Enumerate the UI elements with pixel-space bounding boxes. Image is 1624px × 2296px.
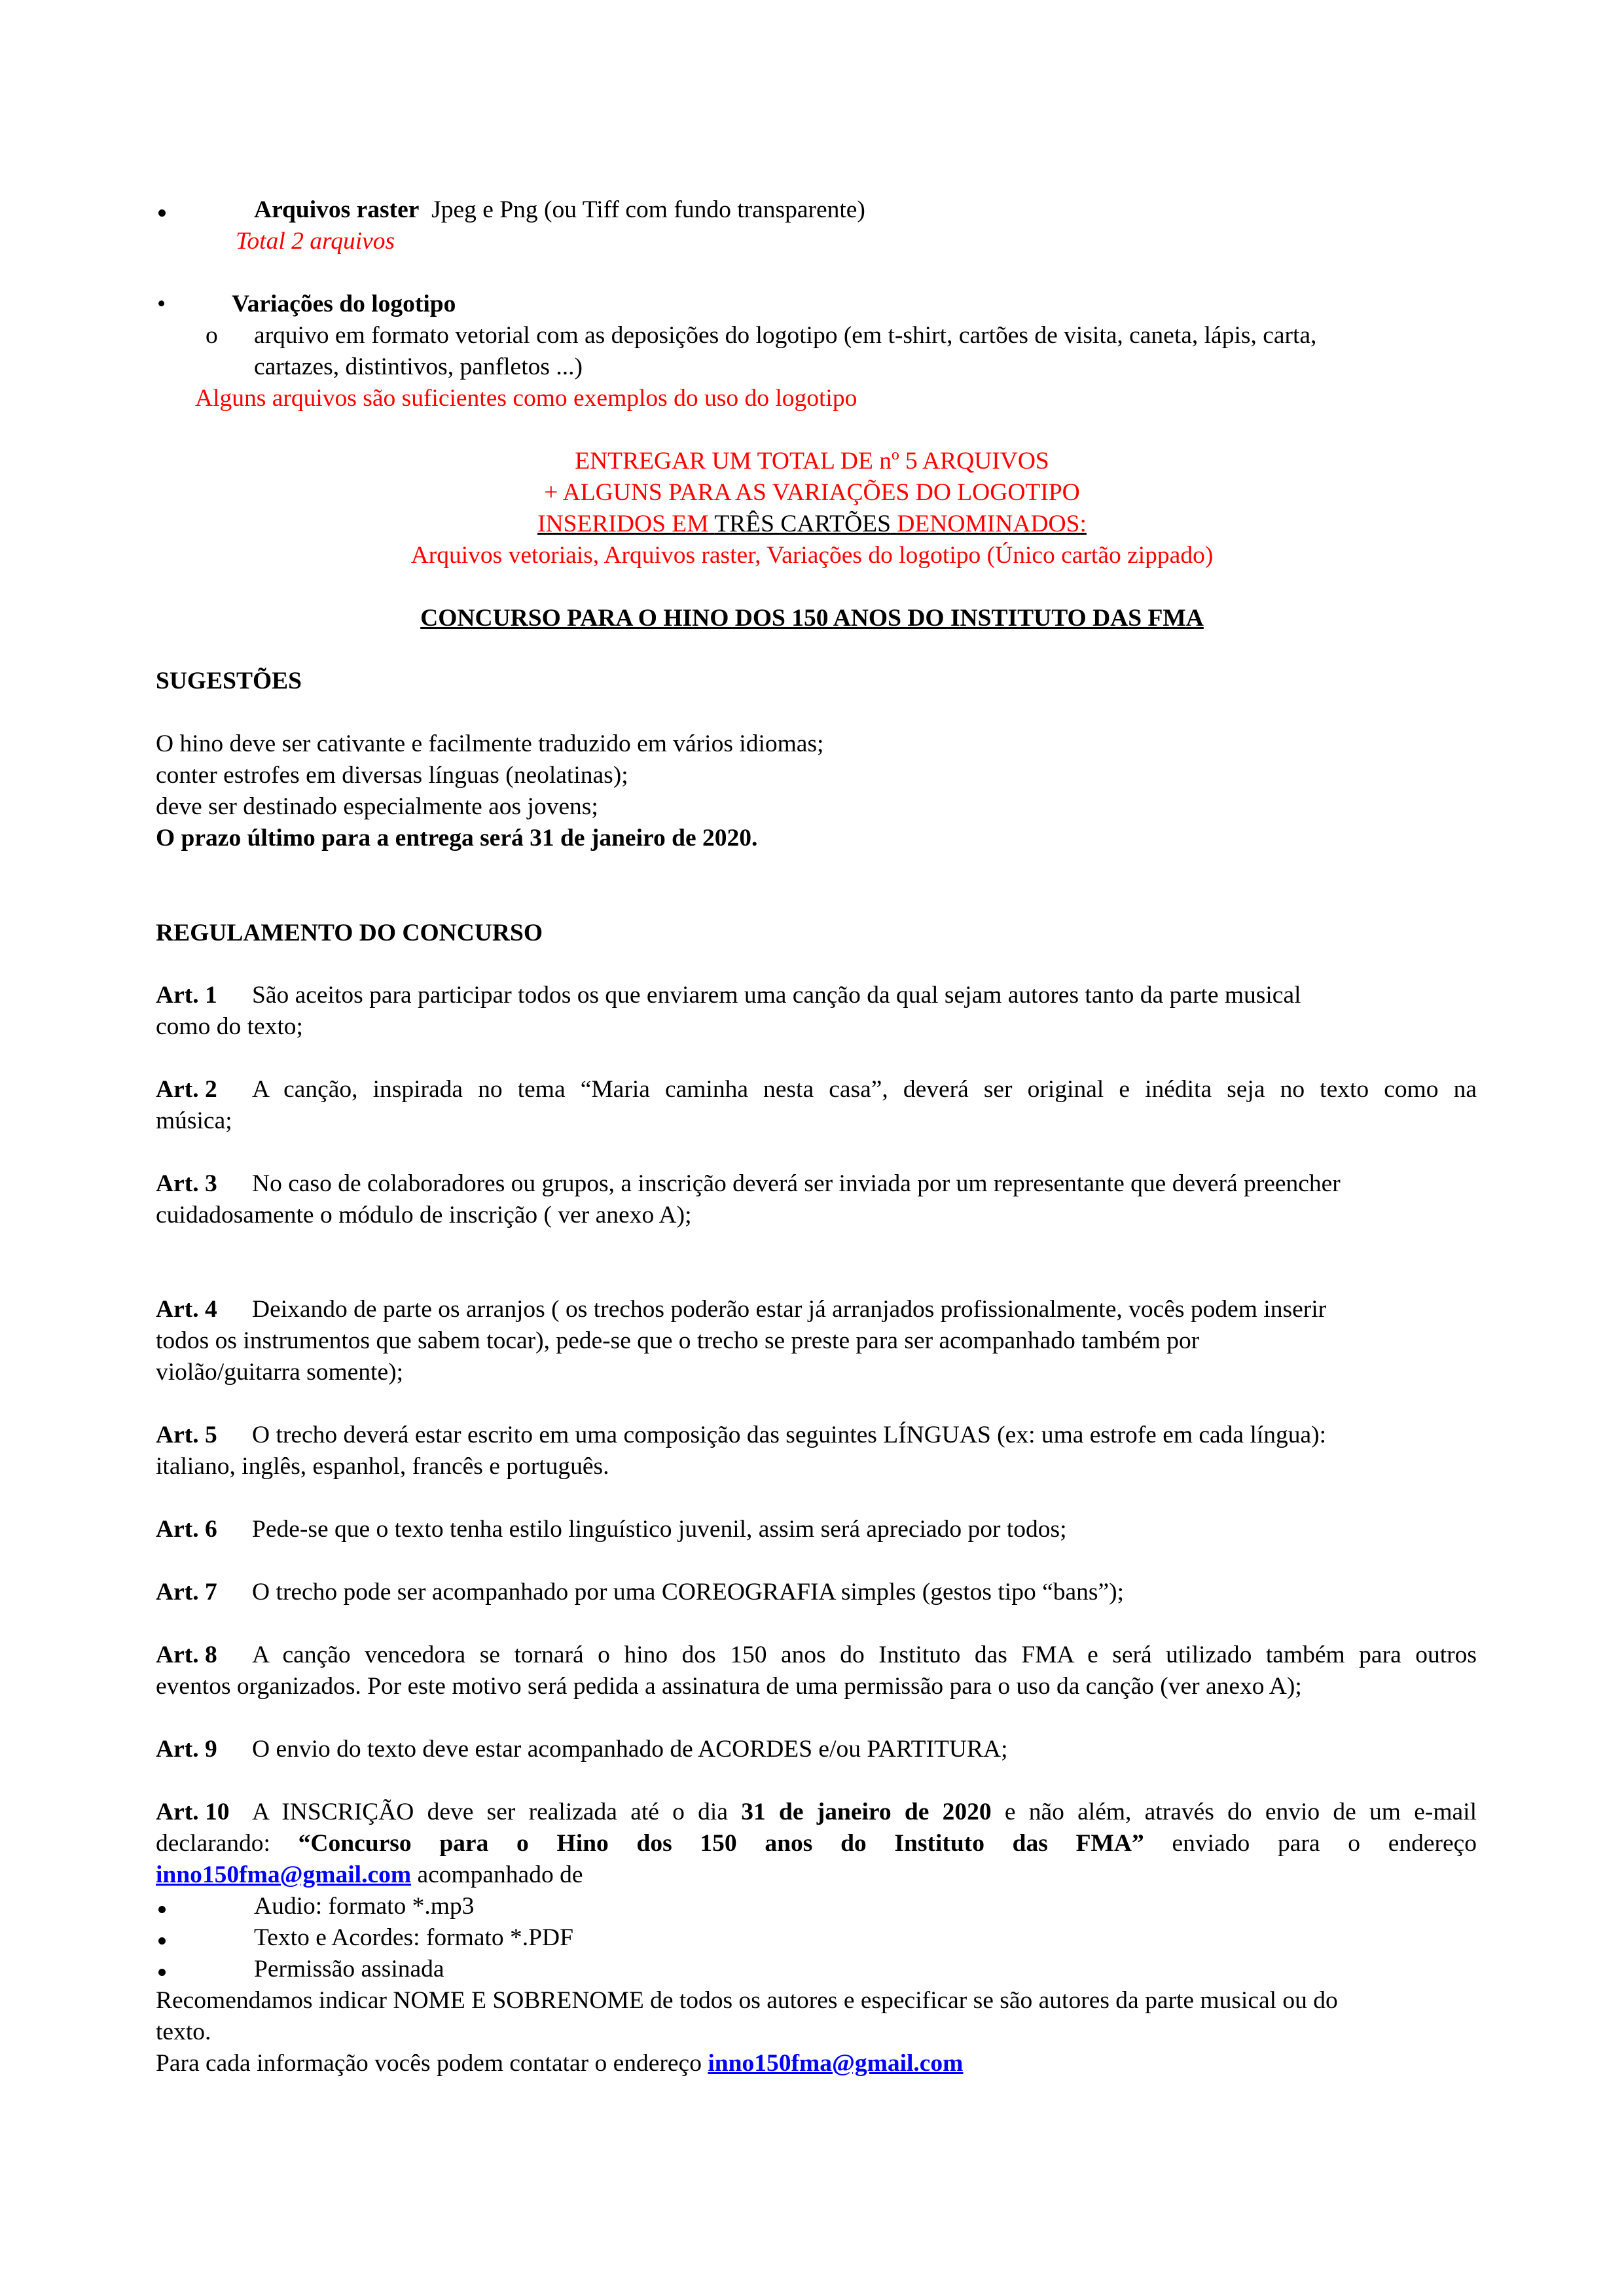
art5-line1: O trecho deverá estar escrito em uma composição das seguintes LÍNGUAS (ex: uma estrofe em cada língua): <box>252 1422 1327 1448</box>
recomendamos-line1: Recomendamos indicar NOME E SOBRENOME de todos os autores e especificar se são autores da parte musical ou do <box>156 1987 1338 2014</box>
bullet-dot <box>158 1969 166 1976</box>
contato-text: Para cada informação vocês podem contatar o endereço <box>156 2050 708 2077</box>
sugestoes-heading: SUGESTÕES <box>156 668 302 694</box>
variacoes-line1: arquivo em formato vetorial com as deposições do logotipo (em t-shirt, cartões de visita, caneta, lápis, carta, <box>254 322 1317 349</box>
entregar-line3-c: DENOMINADOS: <box>890 511 1087 537</box>
art8-line1: A canção vencedora se tornará o hino dos 150 anos do Instituto das FMA e será utilizado também para outros <box>252 1641 1477 1668</box>
recomendamos-line2: texto. <box>156 2018 211 2045</box>
art4-number: Art. 4 <box>156 1296 217 1323</box>
raster-heading: Arquivos raster <box>254 196 420 223</box>
art10-text-d: , através do envio de um e-mail <box>1125 1799 1477 1825</box>
email-link[interactable]: inno150fma@gmail.com <box>156 1861 412 1888</box>
raster-line <box>254 194 865 226</box>
art5-number: Art. 5 <box>156 1422 217 1448</box>
art9-line1: O envio do texto deve estar acompanhado de ACORDES e/ou PARTITURA; <box>252 1736 1008 1763</box>
entregar-line2: + ALGUNS PARA AS VARIAÇÕES DO LOGOTIPO <box>544 479 1080 506</box>
art7-number: Art. 7 <box>156 1579 217 1605</box>
art10-declarando: declarando: <box>156 1830 270 1857</box>
bullet-dot <box>158 1937 166 1945</box>
art6-number: Art. 6 <box>156 1516 217 1543</box>
art10-line3 <box>156 1859 583 1891</box>
variacoes-bullet: • <box>157 291 166 317</box>
art8-number: Art. 8 <box>156 1641 217 1668</box>
sugestoes-line2: conter estrofes em diversas línguas (neolatinas); <box>156 762 628 789</box>
variacoes-heading: Variações do logotipo <box>232 291 456 317</box>
entregar-line3-b: TRÊS CARTÕES <box>714 511 891 537</box>
bullet-dot <box>158 1906 166 1913</box>
sugestoes-deadline: O prazo último para a entrega será 31 de janeiro de 2020. <box>156 825 758 852</box>
art10-acompanhado: acompanhado de <box>411 1861 583 1888</box>
art10-number: Art. 10 <box>156 1799 230 1825</box>
art1-line1: São aceitos para participar todos os que enviarem uma canção da qual sejam autores tanto da parte musical <box>252 982 1301 1009</box>
raster-total: Total 2 arquivos <box>236 228 395 255</box>
art10-line2 <box>156 1828 1477 1859</box>
art2-line1: A canção, inspirada no tema “Maria caminha nesta casa”, deverá ser original e inédita seja no texto como na <box>252 1076 1477 1103</box>
entregar-line3-a: INSERIDOS EM <box>537 511 715 537</box>
item-audio: Audio: formato *.mp3 <box>254 1893 475 1920</box>
art10-text-c: e não além <box>991 1799 1126 1825</box>
art1-line2: como do texto; <box>156 1013 303 1040</box>
email-link-2[interactable]: inno150fma@gmail.com <box>708 2050 964 2077</box>
art4-line3: violão/guitarra somente); <box>156 1359 404 1386</box>
art10-enviado: enviado para o endereço <box>1172 1830 1477 1857</box>
variacoes-note: Alguns arquivos são suficientes como exemplos do uso do logotipo <box>195 385 857 412</box>
art3-number: Art. 3 <box>156 1170 217 1197</box>
art5-line2: italiano, inglês, espanhol, francês e português. <box>156 1453 609 1480</box>
item-texto-acordes: Texto e Acordes: formato *.PDF <box>254 1924 573 1951</box>
art2-number: Art. 2 <box>156 1076 217 1103</box>
variacoes-sub-bullet: o <box>206 322 218 349</box>
art3-line1: No caso de colaboradores ou grupos, a inscrição deverá ser inviada por um representante que deverá preencher <box>252 1170 1341 1197</box>
entregar-line4: Arquivos vetoriais, Arquivos raster, Variações do logotipo (Único cartão zippado) <box>410 542 1214 569</box>
variacoes-line2: cartazes, distintivos, panfletos ...) <box>254 353 583 380</box>
art10-subject: “Concurso para o Hino dos 150 anos do Instituto das FMA” <box>298 1830 1144 1857</box>
art4-line2: todos os instrumentos que sabem tocar), pede-se que o trecho se preste para ser acompanhado também por <box>156 1327 1200 1354</box>
art6-line1: Pede-se que o texto tenha estilo linguístico juvenil, assim será apreciado por todos; <box>252 1516 1067 1543</box>
art4-line1: Deixando de parte os arranjos ( os trechos poderão estar já arranjados profissionalmente, vocês podem inserir <box>252 1296 1327 1323</box>
art10-line1 <box>252 1797 1477 1828</box>
art10-date: 31 de janeiro de 2020 <box>741 1799 992 1825</box>
art10-text-a: A INSCRIÇÃO deve ser realizada até o dia <box>252 1799 742 1825</box>
concurso-title: CONCURSO PARA O HINO DOS 150 ANOS DO INSTITUTO DAS FMA <box>420 605 1204 632</box>
regulamento-heading: REGULAMENTO DO CONCURSO <box>156 920 543 946</box>
sugestoes-line3: deve ser destinado especialmente aos jovens; <box>156 793 598 820</box>
art7-line1: O trecho pode ser acompanhado por uma COREOGRAFIA simples (gestos tipo “bans”); <box>252 1579 1125 1605</box>
contato-line <box>156 2048 963 2079</box>
art1-number: Art. 1 <box>156 982 217 1009</box>
art2-line2: música; <box>156 1107 232 1134</box>
entregar-line3 <box>0 509 1624 540</box>
art9-number: Art. 9 <box>156 1736 217 1763</box>
sugestoes-line1: O hino deve ser cativante e facilmente traduzido em vários idiomas; <box>156 730 824 757</box>
item-permissao: Permissão assinada <box>254 1956 444 1982</box>
entregar-line1: ENTREGAR UM TOTAL DE nº 5 ARQUIVOS <box>575 448 1049 475</box>
bullet-dot <box>158 209 166 217</box>
art8-line2: eventos organizados. Por este motivo será pedida a assinatura de uma permissão para o uso da canção (ver anexo A); <box>156 1673 1302 1700</box>
raster-text: Jpeg e Png (ou Tiff com fundo transparente) <box>431 196 865 223</box>
art3-line2: cuidadosamente o módulo de inscrição ( ver anexo A); <box>156 1202 692 1229</box>
